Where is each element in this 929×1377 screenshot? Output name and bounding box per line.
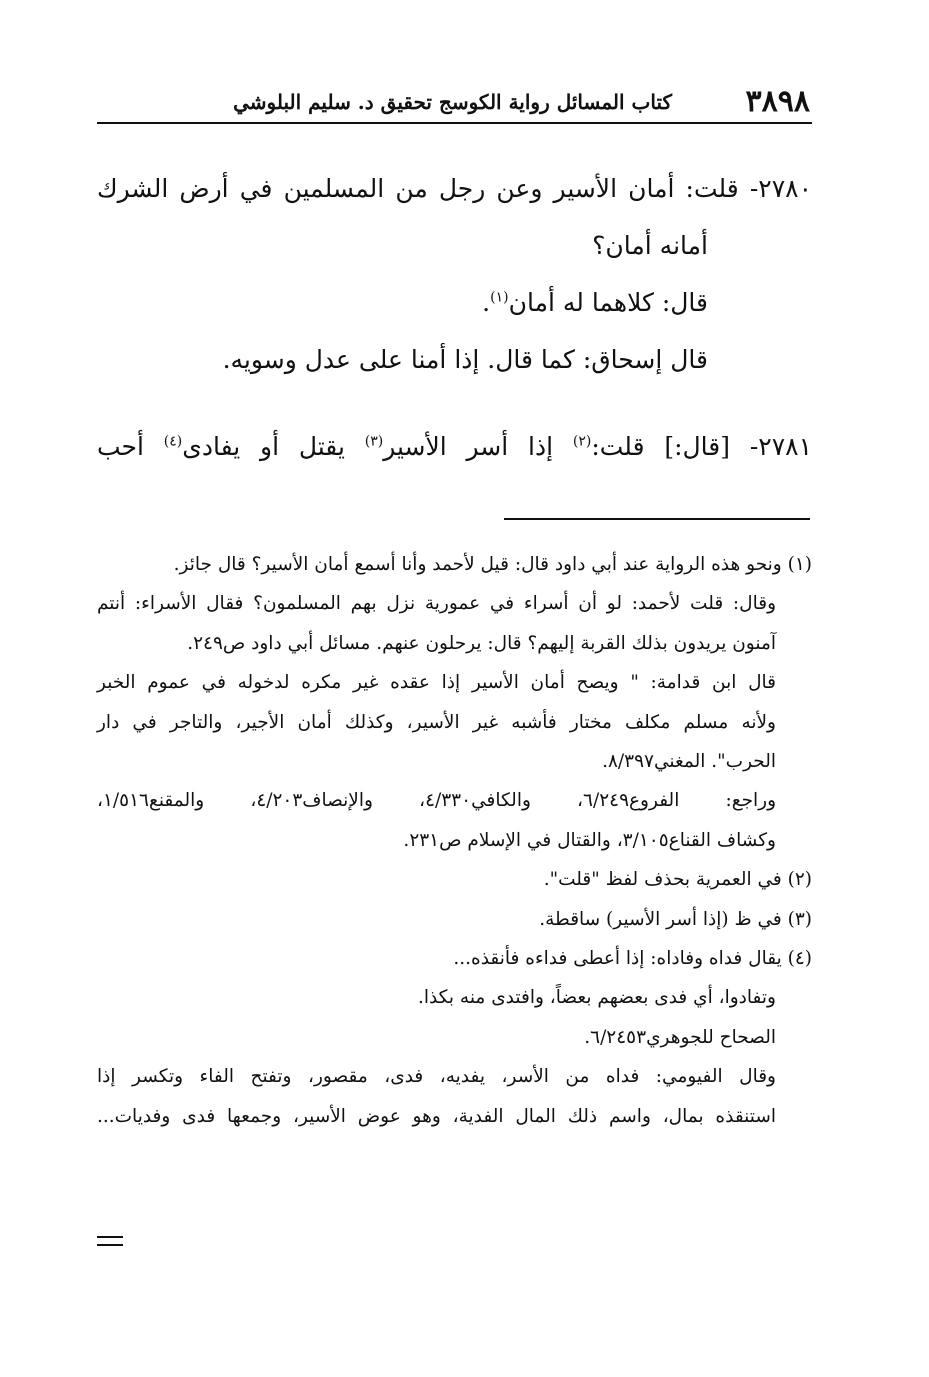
- page-number: ٣٨٩٨: [745, 84, 810, 119]
- footnote-ref-1: (١): [490, 289, 509, 306]
- footnote-ref-2: (٢): [572, 433, 592, 450]
- footnote-4-line-5: استنقذه بمال، واسم ذلك المال الفدية، وهو عوض الأسير، وجمعها فدى وفديات...: [97, 1105, 776, 1127]
- footnote-ref-4: (٤): [163, 433, 183, 450]
- footnote-1-line-5: ولأنه مسلم مكلف مختار فأشبه غير الأسير، وكذلك أمان الأجير، والتاجر في دار: [97, 711, 776, 733]
- footnote-4-line-4: وقال الفيومي: فداه من الأسر، يفديه، فدى، مقصور، وتفتح الفاء وتكسر إذا: [97, 1066, 776, 1088]
- page-header: [97, 82, 812, 124]
- footnote-2: (٢) في العمرية بحذف لفظ "قلت".: [543, 869, 812, 891]
- footnote-4-line-3: الصحاح للجوهري٦/٢٤٥٣.: [584, 1026, 776, 1048]
- question-2780-line-1: ٢٧٨٠- قلت: أمان الأسير وعن رجل من المسلمين في أرض الشرك: [97, 174, 812, 203]
- footnote-1-line-4: قال ابن قدامة: " ويصح أمان الأسير إذا عقده غير مكره لدخوله في عموم الخبر: [97, 672, 776, 694]
- footnote-1-line-7: وراجع: الفروع٦/٢٤٩، والكافي٤/٣٣٠، والإنصاف٤/٢٠٣، والمقنع١/٥١٦،: [97, 790, 777, 812]
- footnote-separator: [504, 518, 810, 520]
- footnote-4-line-2: وتفادوا، أي فدى بعضهم بعضاً، وافتدى منه بكذا.: [417, 987, 776, 1009]
- question-2781-part-4: أحب: [97, 432, 164, 461]
- footnote-1-line-3: آمنون يريدون بذلك القربة إليهم؟ قال: يرحلون عنهم. مسائل أبي داود ص٢٤٩.: [187, 632, 776, 654]
- footnote-ref-3: (٣): [364, 433, 384, 450]
- continuation-mark: [97, 1236, 123, 1246]
- question-2781-part-3: يقتل أو يفادى: [182, 432, 365, 461]
- question-2781-part-2: إذا أسر الأسير: [383, 432, 573, 461]
- question-2781-part-1: ٢٧٨١- [قال:] قلت:: [591, 432, 812, 461]
- answer-text: قال: كلاهما له أمان: [508, 288, 708, 317]
- question-2780-line-3: [97, 274, 812, 331]
- main-text: [97, 160, 812, 475]
- question-2781-line-1: [97, 418, 812, 475]
- footnote-1-line-6: الحرب". المغني٨/٣٩٧.: [602, 751, 776, 773]
- footnote-4-line-1: (٤) يقال فداه وفاداه: إذا أعطى فداءه فأنقذه...: [453, 948, 812, 970]
- footnotes: [97, 545, 812, 1136]
- question-2780-line-2: أمانه أمان؟: [592, 231, 708, 260]
- question-2780-line-4: قال إسحاق: كما قال. إذا أمنا على عدل وسويه.: [222, 345, 708, 374]
- answer-end: .: [482, 288, 491, 317]
- running-title: كتاب المسائل رواية الكوسج تحقيق د. سليم البلوشي: [233, 90, 672, 114]
- footnote-1-line-2: وقال: قلت لأحمد: لو أن أسراء في عمورية نزل بهم المسلمون؟ فقال الأسراء: أنتم: [97, 593, 776, 615]
- footnote-1-line-8: وكشاف القناع٣/١٠٥، والقتال في الإسلام ص٢٣١.: [403, 829, 776, 851]
- footnote-1-line-1: (١) ونحو هذه الرواية عند أبي داود قال: قيل لأحمد وأنا أسمع أمان الأسير؟ قال جائز.: [173, 554, 812, 575]
- footnote-3: (٣) في ظ (إذا أسر الأسير) ساقطة.: [539, 908, 812, 930]
